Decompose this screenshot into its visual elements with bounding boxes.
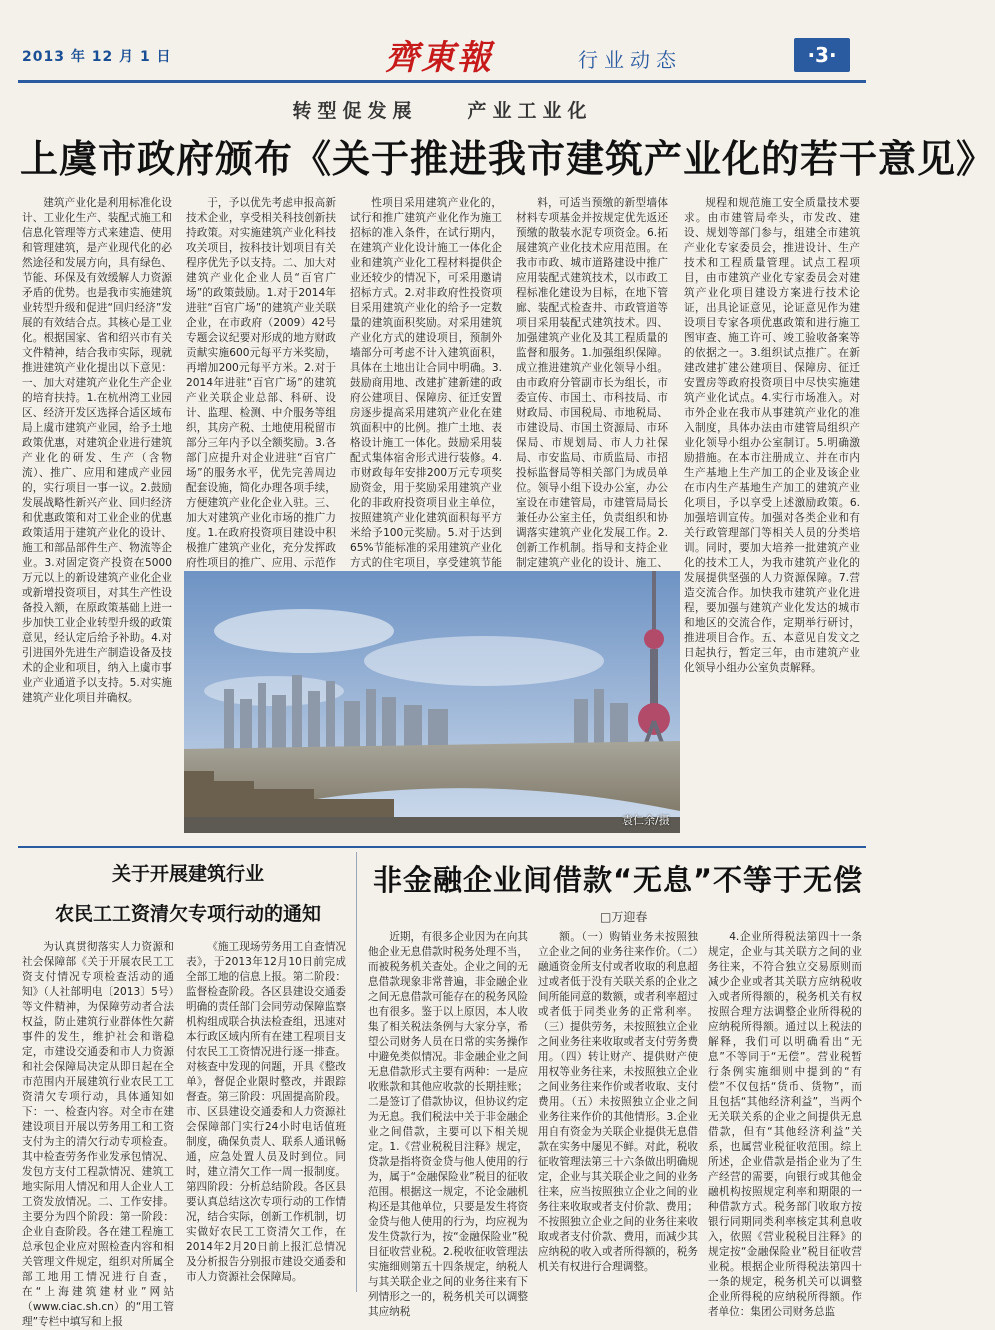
- column-text: 规程和规范施工安全质量技术要求。由市建管局牵头，市发改、建设、规划等部门参与，组建全市建筑产业化专家委员会，推进设计、生产技术和工程质量管理。试点工程项目，由市建筑产业化专家委员会对建筑产业化项目建设方案进行技术论证，出具论证意见，论证意见作为建设项目专家各项优惠政策和进行施工图审查、施工许可、竣工验收备案等的依据之一。3.组织试点推广。在新建改建扩建公建项目、保障房、征迁安置房等政府投资项目中尽快实施建筑产业化试点。4.实行市场准入。对市外企业在我市从事建筑产业化的准入制度，具体办法由市建管局组织产业化领导小组办公室制订。5.明确激励措施。在本市注册成立、并在市内生产基地上生产加工的企业及该企业在市内生产基地生产加工的建筑产业化项目，予以享受上述激励政策。6.加强培训宣传。加强对各类企业和有关行政管理部门等相关人员的分类培训。同时，要加大培养一批建筑产业化的技术工人，为我市建筑产业化的发展提供坚强的人力资源保障。7.营造交流合作。加快我市建筑产业化进程，要加强与建筑产业化发达的城市和地区的交流合作，定期举行研讨，推进项目合作。五、本意见自发文之日起执行，暂定三年，由市建筑产业化领导小组办公室负责解释。: [684, 197, 860, 674]
- column-text: 料，可适当预缴的新型墙体材料专项基金并按规定优先返还预缴的散装水泥专项资金。6.拓展建筑产业化技术应用范围。在我市市政、城市道路建设中推广应用装配式建筑技术，以市政工程标准化建设为目标，在地下管廊、装配式检查井、市政管道等项目采用装配式建筑技术。四、加强建筑产业化及其工程质量的监督和服务。1.加强组织保障。成立推进建筑产业化领导小组。由市政府分管副市长为组长，市委宣传、市国土、市科技局、市财政局、市国税局、市地税局、市建设局、市国土资源局、市环保局、市规划局、市人力社保局、市安监局、市质监局、市招投标监督局等相关部门为成员单位。领导小组下设办公室，办公室设在市建管局，市建管局局长兼任办公室主任，负责组织和协调落实建筑产业化发展工作。2.创新工作机制。指导和支持企业制定建筑产业化的设计、施工、: [516, 197, 668, 569]
- column-divider: [356, 852, 357, 1292]
- tax-column-3: [708, 930, 862, 1318]
- column-text: 近期，有很多企业因为在向其他企业无息借款时税务处理不当，而被税务机关查处。企业之间的无息借款现象非常普遍，非金融企业之间无息借款可能存在的税务风险也有很多。鉴于以上原因，本人收集了相关税法条例与大家分享，希望公司财务人员在日常的实务操作中避免类似情况。非金融企业之间无息借款形式主要有两种：一是应收账款和其他应收款的长期挂账；二是签订了借款协议，但协议约定为无息。我们税法中关于非金融企业之间借款，主要可以下相关规定。1.《营业税税目注释》规定，贷款是指将资金贷与他人使用的行为，属于“金融保险业”税目的征收范围。根据这一规定，不论金融机构还是其他单位，只要是发生将资金贷与他人使用的行为，均应视为发生贷款行为，按“金融保险业”税目征收营业税。2.税收征收管理法实施细则第五十四条规定，纳税人与其关联企业之间的业务往来有下列情形之一的，税务机关可以调整其应纳税: [368, 931, 528, 1318]
- column-text: 为认真贯彻落实人力资源和社会保障部《关于开展农民工工资支付情况专项检查活动的通知》（人社部明电〔2013〕5号）等文件精神，为保障劳动者合法权益，防止建筑行业群体性欠薪事件的发生，维护社会和谐稳定，市建设交通委和市人力资源和社会保障局决定从即日起在全市范围内开展建筑行业农民工工资清欠专项行动，具体通知如下：一、检查内容。对全市在建建设项目开展以劳务用工和工资支付为主的清欠行动专项检查。其中检查劳务作业发承包情况、发包方支付工程款情况、建筑工地实际用人情况和用人企业人工工资发放情况。二、工作安排。主要分为四个阶段：第一阶段：企业自查阶段。各在建工程施工总承包企业应对照检查内容和相关管理文件规定，组织对所属全部工地用工情况进行自查，在“上海建筑建材业”网站（www.ciac.sh.cn）的“用工管理”专栏中填写和上报: [22, 941, 174, 1328]
- article-column-5: [684, 196, 860, 836]
- notice-column-2: [186, 940, 346, 1300]
- notice-title-line2: 农民工工资清欠专项行动的通知: [54, 903, 321, 925]
- tax-column-1: [368, 930, 528, 1318]
- page-number: ·3·: [794, 38, 850, 72]
- newspaper-masthead: 齊東報: [385, 38, 493, 78]
- notice-column-1: [22, 940, 174, 1328]
- notice-title-line1: 关于开展建筑行业: [111, 863, 264, 885]
- header-rule: [18, 80, 866, 83]
- notice-title: [30, 854, 346, 934]
- column-text: 4.企业所得税法第四十一条规定，企业与其关联方之间的业务往来，不符合独立交易原则而减少企业或者其关联方应纳税收入或者所得额的，税务机关有权按照合理方法调整企业所得税的应纳税所得额。通过以上税法的解释，我们可以明确看出“无息”不等同于“无偿”。营业税暂行条例实施细则中提到的“有偿”不仅包括“货币、货物”，而且包括“其他经济利益”，当两个无关联关系的企业之间提供无息借款，但有“其他经济利益”关系，也属营业税征收范围。综上所述，企业借款是指企业为了生产经营的需要，向银行或其他金融机构按照规定利率和期限的一种借款方式。税务部门收取方按银行同期同类利率核定其利息收入，依照《营业税税目注释》的规定按“金融保险业”税目征收营业税。根据企业所得税法第四十一条的规定，税务机关可以调整企业所得税的应纳税所得额。作者单位：集团公司财务总监: [708, 931, 862, 1318]
- column-text: 性项目采用建筑产业化的，试行和推广建筑产业化作为施工招标的准入条件，在试行期内，在建筑产业化设计施工一体化企业和建筑产业化工程材料提供企业还较少的情况下，可采用邀请招标方式。2.对非政府性投资项目采用建筑产业化的给予一定数量的建筑面积奖励。对采用建筑产业化方式的建设项目，预制外墙部分可考虑不计入建筑面积，具体在土地出让合同中明确。3.鼓励商用地、改建扩建新建的政府公建项目、保障房、征迁安置房逐步提高采用建筑产业化在建筑面积中的比例。推广土地、表格设计施工一体化。鼓励采用装配式集体宿舍形式进行装修。4.市财政每年安排200万元专项奖励资金，用于奖励采用建筑产业化的非政府投资项目业主单位，按照建筑产业化建筑面积每平方米给予100元奖励。5.对于达到65%节能标准的采用建筑产业化方式的住宅项目，享受建筑节能: [350, 197, 502, 569]
- article-column-1: [22, 196, 172, 836]
- article-kicker: 转型促发展 产业工业化: [292, 100, 593, 122]
- article-column-4: [516, 196, 668, 569]
- tax-article-headline: 非金融企业间借款“无息”不等于无偿: [372, 863, 864, 897]
- column-text: 《施工现场劳务用工自查情况表》，于2013年12月10日前完成全部工地的信息上报。第二阶段：监督检查阶段。各区县建设交通委明确的责任部门会同劳动保障监察机构组成联合执法检查组，迅速对本行政区域内所有在建工程项目支付农民工工资情况进行逐一排查。对核查中发现的问题，开具《整改单》，督促企业限时整改，并跟踪督查。第三阶段：巩固提高阶段。市、区县建设交通委和人力资源社会保障部门实行24小时电话值班制度，确保负责人、联系人通讯畅通，应急处置人员及时到位。同时，建立清欠工作一周一报制度。第四阶段：分析总结阶段。各区县要认真总结这次专项行动的工作情况，结合实际，创新工作机制，切实做好农民工工资清欠工作，在2014年2月20日前上报汇总情况及分析报告分别报市建设交通委和市人力资源社会保障局。: [186, 941, 346, 1283]
- shanghai-skyline-photo: [184, 571, 680, 833]
- column-text: 额。（一）购销业务未按照独立企业之间的业务往来作价。（二）融通资金所支付或者收取的利息超过或者低于没有关联关系的企业之间所能同意的数额，或者利率超过或者低于同类业务的正常利率。（三）提供劳务，未按照独立企业之间业务往来收取或者支付劳务费用。（四）转让财产、提供财产使用权等业务往来，未按照独立企业之间业务往来作价或者收取、支付费用。（五）未按照独立企业之间业务往来作价的其他情形。3.企业用自有资金为关联企业提供无息借款在实务中屡见不鲜。对此，税收征收管理法第三十六条做出明确规定，企业与其关联企业之间的业务往来，应当按照独立企业之间的业务往来收取或者支付价款、费用；不按照独立企业之间的业务往来收取或者支付价款、费用，而减少其应纳税的收入或者所得额的，税务机关有权进行合理调整。: [538, 931, 698, 1273]
- article-column-3: [350, 196, 502, 569]
- photo-credit: 袁仁余/摄: [622, 814, 670, 827]
- column-text: 建筑产业化是利用标准化设计、工业化生产、装配式施工和信息化管理等方式来建造、使用和管理建筑，是产业现代化的必然途径和发展方向，具有绿色、节能、环保及有效缓解人力资源矛盾的优势。也是我市实施建筑业转型升级和促进“回归经济”发展的有效结合点。其核心是工业化。根据国家、省和绍兴市有关文件精神，结合我市实际，现就推进建筑产业化提出以下意见：一、加大对建筑产业化生产企业的培育扶持。1.在杭州湾工业园区、经济开发区选择合适区域布局上虞市建筑产业园，给予土地政策优惠，对建筑企业进行建筑产业化的研发、生产（含物流）、推广、应用和建成产业园的，实行项目一事一议。2.鼓励发展战略性新兴产业、回归经济和优惠政策和对工业企业的优惠政策适用于建筑产业化的设计、施工和部品部件生产、物流等企业。3.对固定资产投资在5000万元以上的新设建筑产业化企业或新增投资项目，对其生产性设备投入额，在原政策基础上进一步加快工业企业转型升级的政策意见，经认定后给予补助。4.对引进国外先进生产制造设备及技术的企业和项目，纳入上虞市事业产业通道予以支持。5.对实施建筑产业化项目并确权。: [22, 197, 172, 704]
- article-column-2: [186, 196, 336, 569]
- author-byline: □万迎春: [600, 910, 648, 924]
- column-text: 于，予以优先考虑申报高新技术企业，享受相关科技创新扶持政策。对实施建筑产业化科技攻关项目，按科技计划项目有关程序优先予以支持。二、加大对建筑产业化企业人员“百官广场”的政策鼓励。1.对于2014年进驻“百官广场”的建筑产业关联企业，在市政府（2009）42号专题会议纪要对形成的地方财政贡献实施600元每平方米奖励，再增加200元每平方米。2.对于2014年进驻“百官广场”的建筑产业关联企业总部、科研、设计、监理、检测、中介服务等组织，其房产税、土地使用税留市部分三年内予以全额奖励。3.各部门应提升对企业进驻“百官广场”的服务水平，优先完善周边配套设施，简化办理各项手续，方便建筑产业化企业入驻。三、加大对建筑产业化市场的推广力度。1.在政府投资项目建设中积极推广建筑产业化，充分发挥政府性项目的推广、应用、示范作: [186, 197, 336, 569]
- issue-date: 2013 年 12 月 1 日: [22, 49, 172, 65]
- section-divider: [18, 846, 866, 848]
- section-title: 行业动态: [578, 48, 682, 72]
- tax-column-2: [538, 930, 698, 1302]
- article-headline: 上虞市政府颁布《关于推进我市建筑产业化的若干意见》: [20, 137, 995, 181]
